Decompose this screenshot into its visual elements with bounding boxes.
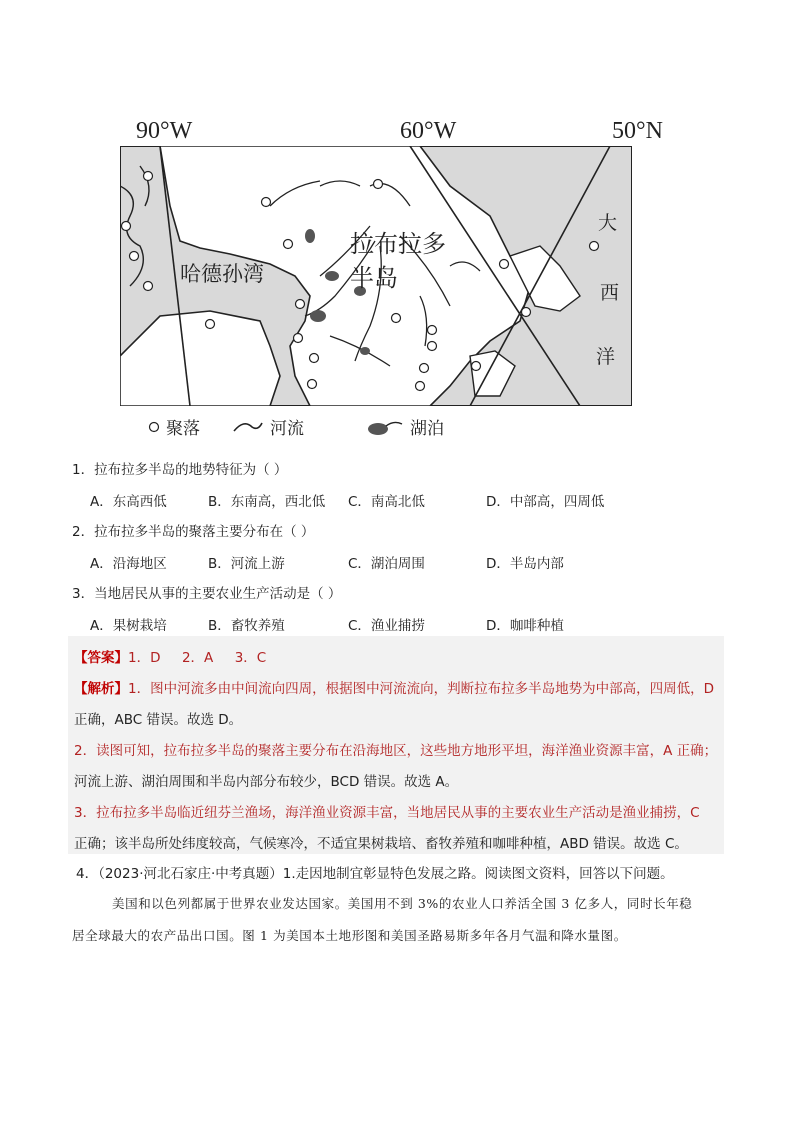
analysis-line-1: [74, 677, 714, 697]
q3-option-c: C．渔业捕捞: [348, 618, 425, 634]
analysis-line-6: 正确；该半岛所处纬度较高，气候寒冷，不适宜果树栽培、畜牧养殖和咖啡种植，ABD 错误。故选 C。: [74, 836, 688, 852]
q1-option-b: B．东南高，西北低: [208, 494, 326, 510]
q1-option-d: D．中部高，四周低: [486, 494, 605, 510]
q2-option-b: B．河流上游: [208, 556, 285, 572]
answer-analysis-box: [68, 636, 724, 854]
label-ocean-1: 大: [598, 212, 618, 234]
legend-lake-label: 湖泊: [410, 419, 444, 439]
coord-60w: 60°W: [400, 118, 457, 144]
legend-settlement-label: 聚落: [166, 419, 200, 439]
label-ocean-3: 洋: [596, 346, 616, 368]
question-1-stem: 1．拉布拉多半岛的地势特征为（ ）: [72, 462, 288, 478]
labrador-map: [110, 112, 690, 442]
legend-lake: [366, 414, 444, 439]
q1-option-a: A．东高西低: [90, 494, 167, 510]
analysis-line-2: 正确，ABC 错误。故选 D。: [74, 712, 243, 728]
q2-option-c: C．湖泊周围: [348, 556, 425, 572]
coord-90w: 90°W: [136, 118, 193, 144]
label-peninsula-line2: 半岛: [350, 264, 398, 292]
q2-option-d: D．半岛内部: [486, 556, 564, 572]
legend-settlement: [148, 414, 200, 439]
analysis-label: 【解析】: [74, 681, 128, 697]
settlement-dot-icon: [148, 421, 160, 433]
label-hudson-bay: 哈德孙湾: [180, 262, 264, 286]
answer-line: [74, 646, 266, 666]
coord-50n: 50°N: [612, 118, 663, 144]
question-4-stem: 4．（2023·河北石家庄·中考真题）1.走因地制宜彰显特色发展之路。阅读图文资料，回答以下问题。: [76, 866, 674, 882]
q3-option-a: A．果树栽培: [90, 618, 167, 634]
analysis-line-3: 2．读图可知，拉布拉多半岛的聚落主要分布在沿海地区，这些地方地形平坦，海洋渔业资源丰富，A 正确；: [74, 743, 718, 759]
q2-option-a: A．沿海地区: [90, 556, 167, 572]
label-ocean-2: 西: [600, 282, 620, 304]
q1-option-c: C．南高北低: [348, 494, 425, 510]
analysis-line-5: 3．拉布拉多半岛临近纽芬兰渔场，海洋渔业资源丰富，当地居民从事的主要农业生产活动是渔业捕捞，C: [74, 805, 700, 821]
q3-option-d: D．咖啡种植: [486, 618, 564, 634]
question-2-stem: 2．拉布拉多半岛的聚落主要分布在（ ）: [72, 524, 315, 540]
answer-text: 1．D 2．A 3．C: [128, 650, 267, 666]
legend-river: [232, 414, 304, 439]
analysis-text-1: 1．图中河流多由中间流向四周，根据图中河流流向，判断拉布拉多半岛地势为中部高，四周低，D: [128, 681, 714, 697]
q3-option-b: B．畜牧养殖: [208, 618, 285, 634]
q4-paragraph-line-2: 居全球最大的农产品出口国。图 1 为美国本土地形图和美国圣路易斯多年各月气温和降水量图。: [72, 928, 627, 943]
legend-river-label: 河流: [270, 419, 304, 439]
label-peninsula-line1: 拉布拉多: [350, 230, 446, 258]
analysis-line-4: 河流上游、湖泊周围和半岛内部分布较少，BCD 错误。故选 A。: [74, 774, 459, 790]
question-3-stem: 3．当地居民从事的主要农业生产活动是（ ）: [72, 586, 342, 602]
answer-label: 【答案】: [74, 650, 128, 666]
lake-icon: [366, 418, 404, 436]
q4-paragraph-line-1: 美国和以色列都属于世界农业发达国家。美国用不到 3%的农业人口养活全国 3 亿多人，同时长年稳: [112, 896, 693, 911]
river-icon: [232, 419, 264, 435]
